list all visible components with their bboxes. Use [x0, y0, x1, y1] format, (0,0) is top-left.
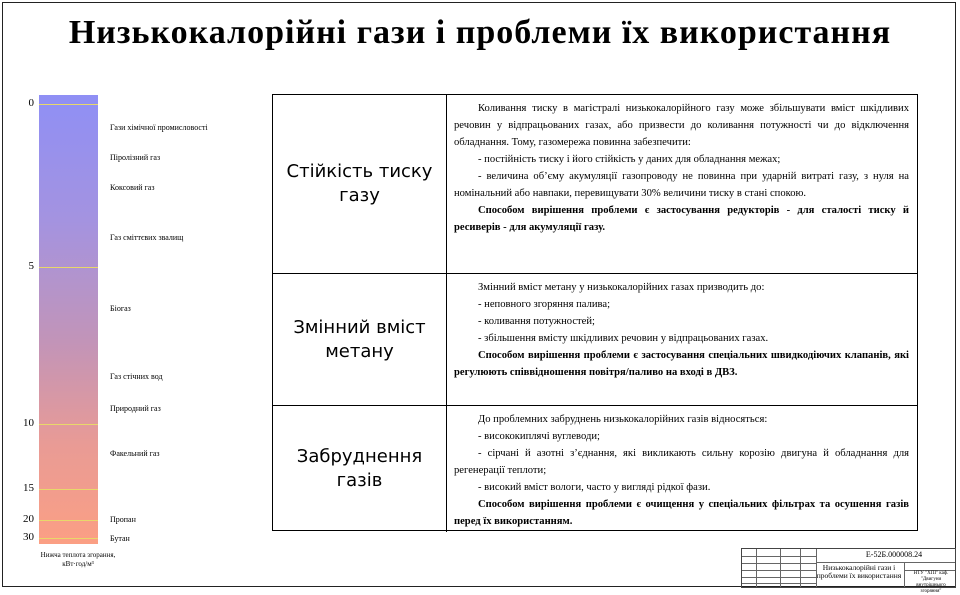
paragraph: - постійність тиску і його стійкість у даних для обладнання межах; — [478, 154, 781, 165]
stamp-line — [780, 549, 781, 587]
row-heading: Змінний вміст метану — [273, 274, 447, 405]
scale-tick-label: 30 — [23, 531, 34, 543]
gas-label: Пропан — [110, 515, 136, 524]
paragraph: Коливання тиску в магістралі низькокалорійного газу може збільшувати вміст шкідливих речовин у відпрацьованих газах, або призвести до коливання потужності чи до відключення обладнання. Тому, газомережа повинна забезпечити: — [454, 103, 909, 148]
row-text — [454, 100, 909, 236]
scale-tick — [39, 489, 98, 490]
scale-tick — [39, 538, 98, 539]
scale-tick-label: 5 — [28, 260, 34, 272]
scale-tick — [39, 520, 98, 521]
scale-gradient-bar — [39, 95, 98, 544]
table-row — [273, 406, 917, 532]
paragraph: - висококиплячі вуглеводи; — [478, 431, 600, 442]
gas-label: Коксовий газ — [110, 183, 155, 192]
gas-label: Гази хімічної промисловості — [110, 123, 208, 132]
paragraph: - сірчані й азотні з’єднання, які викликають сильну корозію двигуна й обладнання для регенерації теплоти; — [454, 448, 909, 476]
gas-label: Газ стічних вод — [110, 372, 163, 381]
problems-table — [272, 94, 918, 531]
stamp-line — [904, 562, 905, 587]
scale-tick-label: 20 — [23, 513, 34, 525]
paragraph: - високий вміст вологи, часто у вигляді рідкої фази. — [478, 482, 711, 493]
stamp-line — [756, 549, 757, 587]
row-text — [454, 279, 909, 381]
scale-caption-unit: кВт·год/м³ — [62, 560, 94, 568]
gas-label: Піролізний газ — [110, 153, 161, 162]
scale-tick — [39, 104, 98, 105]
gas-label: Природний газ — [110, 404, 161, 413]
document-name: Низькокалорійні гази і проблеми їх використання — [816, 563, 902, 580]
solution-text: Способом вирішення проблеми є очищення у спеціальних фільтрах та осушення газів перед їх використанням. — [454, 499, 909, 527]
scale-caption — [18, 551, 138, 569]
row-text — [454, 411, 909, 530]
scale-tick-label: 0 — [28, 97, 34, 109]
document-code: Е-52Б.000008.24 — [865, 550, 923, 559]
scale-tick — [39, 424, 98, 425]
gas-label: Біогаз — [110, 304, 131, 313]
scale-tick — [39, 267, 98, 268]
stamp-line — [742, 563, 816, 564]
paragraph: Змінний вміст метану у низькокалорійних газах призводить до: — [478, 282, 765, 293]
table-row — [273, 95, 917, 274]
stamp-line — [800, 549, 801, 587]
gas-label: Бутан — [110, 534, 130, 543]
scale-caption-line: Нижча теплота згорання, — [40, 551, 116, 559]
title-block-stamp — [741, 548, 956, 594]
gas-label: Факельний газ — [110, 449, 160, 458]
scale-tick-label: 10 — [23, 417, 34, 429]
stamp-line — [742, 583, 816, 584]
row-heading: Забруднення газів — [273, 406, 447, 532]
stamp-line — [742, 577, 816, 578]
stamp-line — [742, 556, 816, 557]
paragraph: До проблемних забруднень низькокалорійних газів відносяться: — [478, 414, 768, 425]
paragraph: - збільшення вмісту шкідливих речовин у відпрацьованих газах. — [478, 333, 769, 344]
table-row — [273, 274, 917, 406]
gas-label: Газ сміттєвих звалищ — [110, 233, 184, 242]
solution-text: Способом вирішення проблеми є застосування спеціальних швидкодіючих клапанів, які регулюють співвідношення повітря/паливо на вході в ДВЗ. — [454, 350, 909, 378]
row-heading: Стійкість тиску газу — [273, 95, 447, 273]
scale-tick-label: 15 — [23, 482, 34, 494]
paragraph: - коливання потужностей; — [478, 316, 595, 327]
stamp-line — [742, 570, 816, 571]
paragraph: - величина об’єму акумуляції газопроводу не повинна при ударній витраті газу, з нуля на номінальний або навпаки, перевищувати 30% величини тиску в стані спокою. — [454, 171, 909, 199]
paragraph: - неповного згоряння палива; — [478, 299, 611, 310]
organization: НТУ "ХПІ" каф. "Двигуни внутрішнього згоряння" — [913, 571, 949, 594]
solution-text: Способом вирішення проблеми є застосування редукторів - для сталості тиску й ресиверів - для акумуляції газу. — [454, 205, 909, 233]
page-title: Низькокалорійні гази і проблеми їх використання — [68, 14, 892, 51]
